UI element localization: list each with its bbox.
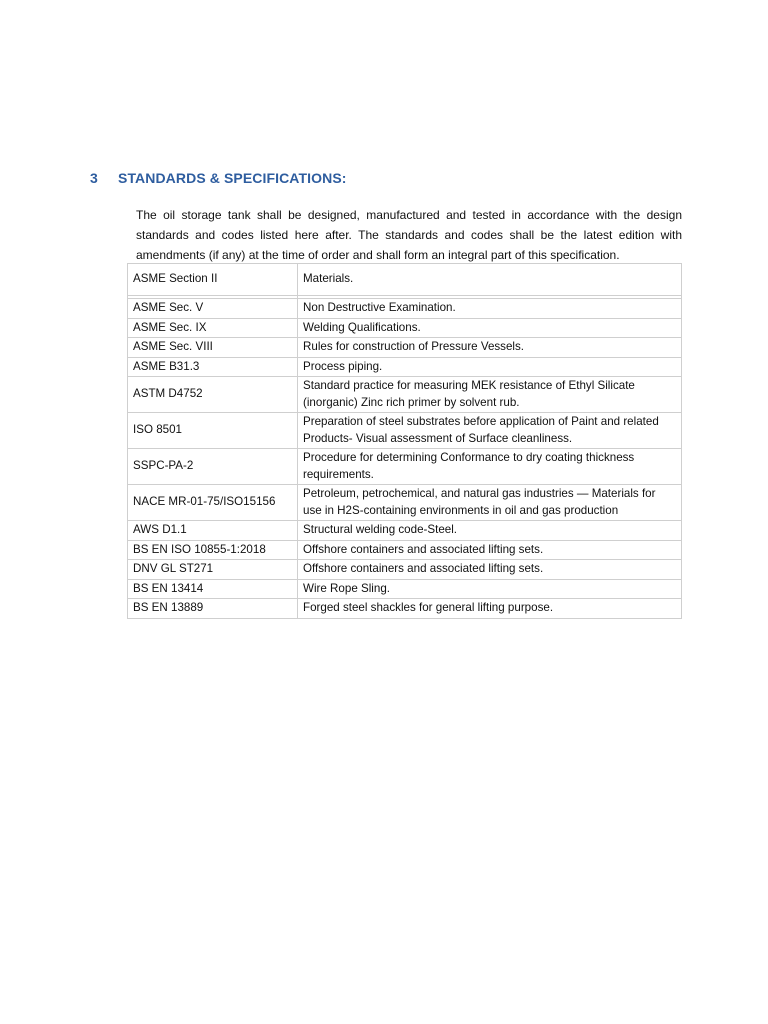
table-row bbox=[128, 560, 682, 580]
standard-description-cell: Offshore containers and associated lifting sets. bbox=[298, 560, 682, 580]
standard-description-cell: Offshore containers and associated lifting sets. bbox=[298, 540, 682, 560]
standard-code-cell: ASME Section II bbox=[128, 264, 298, 296]
standard-description-cell: Forged steel shackles for general lifting purpose. bbox=[298, 599, 682, 619]
standard-code-cell: BS EN 13889 bbox=[128, 599, 298, 619]
standard-description-cell: Preparation of steel substrates before application of Paint and related Products- Visual assessment of Surface cleanliness. bbox=[298, 413, 682, 449]
standard-description-cell: Petroleum, petrochemical, and natural gas industries — Materials for use in H2S-containing environments in oil and gas production bbox=[298, 485, 682, 521]
table-row bbox=[128, 540, 682, 560]
table-row bbox=[128, 521, 682, 541]
table-row bbox=[128, 377, 682, 413]
section-number: 3 bbox=[90, 170, 98, 186]
standard-description-cell: Materials. bbox=[298, 264, 682, 296]
table-row bbox=[128, 357, 682, 377]
table-row bbox=[128, 413, 682, 449]
table-row bbox=[128, 338, 682, 358]
standard-code-cell: ASTM D4752 bbox=[128, 377, 298, 413]
standard-description-cell: Non Destructive Examination. bbox=[298, 299, 682, 319]
table-row bbox=[128, 579, 682, 599]
standard-code-cell: AWS D1.1 bbox=[128, 521, 298, 541]
standard-code-cell: ASME Sec. VIII bbox=[128, 338, 298, 358]
table-row bbox=[128, 449, 682, 485]
table-row bbox=[128, 318, 682, 338]
table-row bbox=[128, 599, 682, 619]
standard-description-cell: Structural welding code-Steel. bbox=[298, 521, 682, 541]
standard-description-cell: Welding Qualifications. bbox=[298, 318, 682, 338]
standard-code-cell: ASME Sec. IX bbox=[128, 318, 298, 338]
section-heading bbox=[90, 170, 347, 186]
section-title: STANDARDS & SPECIFICATIONS: bbox=[118, 170, 347, 186]
standard-code-cell: DNV GL ST271 bbox=[128, 560, 298, 580]
standard-description-cell: Rules for construction of Pressure Vessels. bbox=[298, 338, 682, 358]
standards-table-body bbox=[128, 264, 682, 619]
standard-description-cell: Procedure for determining Conformance to dry coating thickness requirements. bbox=[298, 449, 682, 485]
table-row bbox=[128, 299, 682, 319]
standard-code-cell: BS EN ISO 10855-1:2018 bbox=[128, 540, 298, 560]
standards-table bbox=[127, 263, 682, 619]
standard-description-cell: Standard practice for measuring MEK resistance of Ethyl Silicate (inorganic) Zinc rich primer by solvent rub. bbox=[298, 377, 682, 413]
intro-paragraph: The oil storage tank shall be designed, manufactured and tested in accordance with the design standards and codes listed here after. The standards and codes shall be the latest edition with amendments (if any) at the time of order and shall form an integral part of this specification. bbox=[136, 208, 682, 262]
standard-description-cell: Wire Rope Sling. bbox=[298, 579, 682, 599]
table-row bbox=[128, 485, 682, 521]
standard-code-cell: BS EN 13414 bbox=[128, 579, 298, 599]
standard-code-cell: SSPC-PA-2 bbox=[128, 449, 298, 485]
table-row bbox=[128, 264, 682, 296]
standard-description-cell: Process piping. bbox=[298, 357, 682, 377]
standard-code-cell: ASME B31.3 bbox=[128, 357, 298, 377]
standard-code-cell: NACE MR-01-75/ISO15156 bbox=[128, 485, 298, 521]
standard-code-cell: ASME Sec. V bbox=[128, 299, 298, 319]
standard-code-cell: ISO 8501 bbox=[128, 413, 298, 449]
